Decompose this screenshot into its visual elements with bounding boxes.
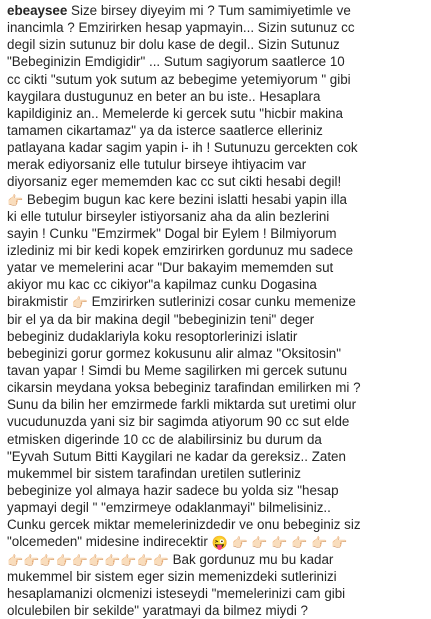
caption-line: yapmayi degil " "emzirmeye odaklanmayi" bilmelisiniz.. — [7, 500, 331, 516]
caption-line: vucudunuzda yani siz bir sagimda atiyorum 90 cc sut elde — [7, 414, 350, 430]
caption-line: birakmistir — [7, 294, 69, 310]
hand-pointing-right-icon: 👉🏻 — [311, 535, 328, 551]
winking-tongue-face-icon: 😜 — [211, 535, 228, 551]
caption-line: mukemmel bir sistem eger sizin memenizdeki sutlerinizi — [7, 568, 337, 584]
caption-line: hesaplamanizi olcmenizi isteseydi "memelerinizi cam gibi — [7, 585, 346, 601]
caption-line: bebeginiz dudaklariyla koku resoptorlerinizi islatir — [7, 328, 298, 344]
hand-pointing-right-icon: 👉🏻 — [7, 192, 24, 208]
hand-pointing-right-icon: 👉🏻 — [271, 535, 288, 551]
caption-line: olculebilen bir sekilde" yaratmayi da bilmez miydi ? — [7, 602, 308, 618]
caption-line: tamamen cikartamaz" ya da isterce saatlerce elleriniz — [7, 122, 323, 138]
caption-line: Bak gordunuz mu bu kadar — [172, 551, 334, 567]
caption-line: kaygilara dustugunuz en beter an bu iste.. Hesaplara — [7, 88, 321, 104]
hand-pointing-right-icon: 👉🏻 — [71, 552, 88, 568]
hand-pointing-right-icon: 👉🏻 — [231, 535, 248, 551]
caption-line: akiyor mu kac cc cikiyor"a kapilmaz cunku Dogasina — [7, 277, 317, 293]
caption-line: "Eyvah Sutum Bitti Kaygilari ne kadar da gereksiz.. Zaten — [7, 448, 346, 464]
caption-line: bebeginizi gorur gormez kokusunu alir almaz "Oksitosin" — [7, 345, 342, 361]
hand-pointing-right-icon: 👉🏻 — [291, 535, 308, 551]
caption-line: kapildiginiz an.. Memelerde ki gercek sutu "hicbir makina — [7, 105, 343, 121]
caption-line: Bebegim bugun kac kere bezini islatti hesabi yapin illa — [26, 191, 347, 207]
caption-line: cikarsin meydana yoksa bebeginiz tarafindan emilirken mi ? — [7, 380, 361, 396]
caption-line: Sunu da bilin her emzirmede farkli miktarda sut uretimi olur — [7, 397, 357, 413]
hand-pointing-right-icon: 👉🏻 — [251, 535, 268, 551]
caption-line: Size birsey diyeyim mi ? Tum samimiyetimle ve — [71, 3, 351, 18]
hand-pointing-right-icon: 👉🏻 — [7, 552, 24, 568]
caption-line: Cunku gercek miktar memelerinizdedir ve onu bebeginiz siz — [7, 517, 361, 533]
caption-line: tavan yapar ! Simdi bu Meme sagilirken mi gercek sutunu — [7, 362, 348, 378]
caption-line: inancimla ? Emzirirken hesap yapmayin... Sizin sutunuz cc — [7, 20, 355, 36]
hand-pointing-right-icon: 👉🏻 — [136, 552, 153, 568]
hand-pointing-right-icon: 👉🏻 — [331, 535, 348, 551]
caption-line: "olcemeden" midesine indirecektir — [7, 534, 208, 550]
caption-line: patlayana kadar sagim yapin i- ih ! Sutunuzu gercekten cok — [7, 140, 358, 156]
hand-pointing-right-icon: 👉🏻 — [104, 552, 121, 568]
caption-line: ki elle tutulur birseyler istiyorsaniz aha da alin bezlerini — [7, 208, 330, 224]
caption-line: Emzirirken sutlerinizi cosar cunku memenize — [91, 294, 356, 310]
hand-pointing-right-icon: 👉🏻 — [152, 552, 169, 568]
hand-pointing-right-icon: 👉🏻 — [23, 552, 40, 568]
hand-pointing-right-icon: 👉🏻 — [87, 552, 105, 568]
caption-line: etmisken digerinde 10 cc de alabilirsiniz bu durum da — [7, 431, 322, 447]
hand-pointing-right-icon: 👉🏻 — [120, 552, 137, 568]
caption-line: mukemmel bir sistem tarafindan uretilen sutleriniz — [7, 465, 301, 481]
caption-line: bebeginize yol almaya hazir sadece bu yolda siz "hesap — [7, 482, 339, 498]
caption-line: yatar ve memelerini acar "Dur bakayim mememden sut — [7, 260, 334, 276]
caption-line: diyorsaniz eger mememden kac cc sut cikti hesabi degil! — [7, 174, 342, 190]
caption-line: izlediniz mi bir kedi kopek emzirirken gordunuz mu sadece — [7, 242, 354, 258]
hand-pointing-right-icon: 👉🏻 — [39, 552, 56, 568]
caption-line: merak ediyorsaniz elle tutulur birseye ihtiyacim var — [7, 157, 307, 173]
caption-line: bir el ya da bir makina degil "bebeginizin teni" deger — [7, 311, 315, 327]
hand-pointing-right-icon: 👉🏻 — [55, 552, 72, 568]
caption-line: sayin ! Cunku "Emzirmek" Dogal bir Eylem ! Bilmiyorum — [7, 225, 337, 241]
caption-line: "Bebeginizin Emdigidir" ... Sutum sagiyorum saatlerce 10 — [7, 54, 345, 70]
caption-line: cc cikti "sutum yok sutum az bebegime yetemiyorum " gibi — [7, 71, 351, 87]
caption-line: degil sizin sutunuz bir dolu kase de degil.. Sizin Sutunuz — [7, 37, 340, 53]
hand-pointing-right-icon: 👉🏻 — [71, 295, 88, 311]
username[interactable]: ebeaysee — [7, 3, 68, 18]
